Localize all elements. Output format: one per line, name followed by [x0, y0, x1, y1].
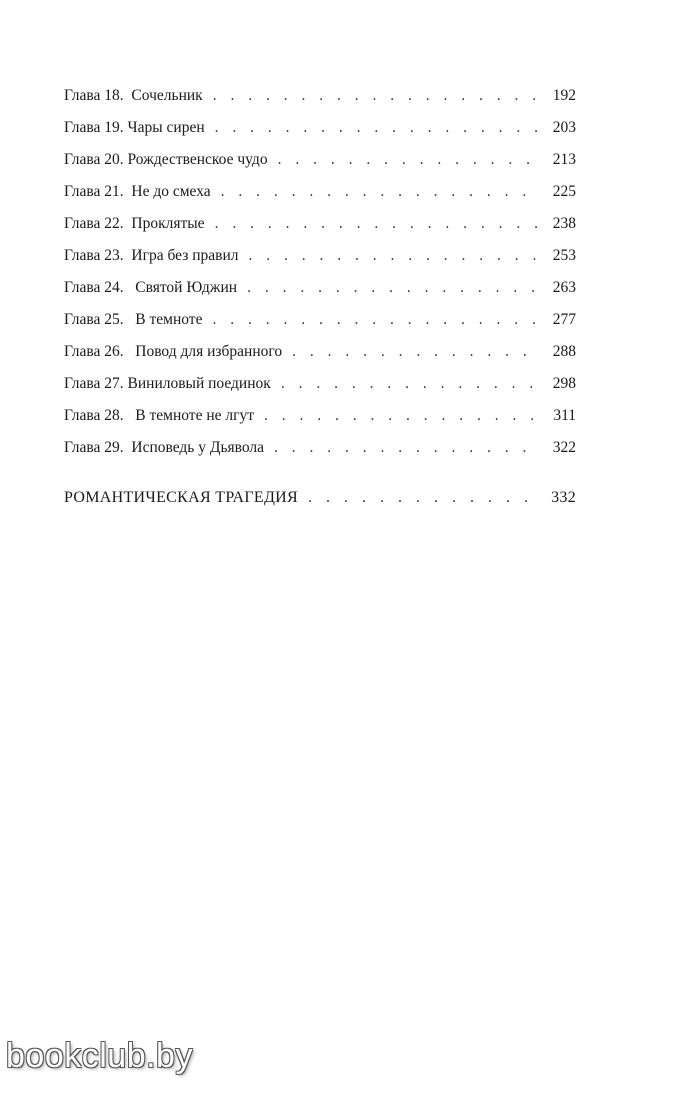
toc-entry-page: 238 [552, 215, 576, 232]
toc-entry-page: 288 [552, 343, 576, 360]
dot-leader [292, 336, 540, 368]
toc-entry-chapter-26 [64, 336, 576, 368]
toc-entry-page: 311 [553, 407, 576, 424]
dot-leader [281, 368, 540, 400]
toc-entry-chapter-25 [64, 304, 576, 336]
toc-entry-chapter-28 [64, 400, 576, 432]
toc-entry-title: Глава 29. Исповедь у Дьявола [64, 439, 265, 456]
toc-entry-chapter-20 [64, 144, 576, 176]
dot-leader [215, 112, 540, 144]
toc-entry-chapter-24 [64, 272, 576, 304]
dot-leader [221, 176, 540, 208]
watermark: bookclub.by [6, 1037, 193, 1075]
toc-entry-title: Глава 25. В темноте [64, 311, 203, 328]
toc-entry-page: 263 [552, 279, 576, 296]
toc-entry-chapter-18 [64, 80, 576, 112]
dot-leader [264, 400, 540, 432]
toc-entry-title: Глава 19. Чары сирен [64, 119, 205, 136]
dot-leader [212, 304, 540, 336]
dot-leader [308, 482, 540, 514]
toc-entry-page: 277 [552, 311, 576, 328]
toc-entry-chapter-27 [64, 368, 576, 400]
toc-entry-page: 192 [552, 87, 576, 104]
toc-entry-chapter-23 [64, 240, 576, 272]
dot-leader [278, 144, 540, 176]
toc-entry-chapter-21 [64, 176, 576, 208]
toc-section-title: РОМАНТИЧЕСКАЯ ТРАГЕДИЯ [64, 489, 298, 506]
dot-leader [247, 272, 540, 304]
toc-entry-page: 322 [552, 439, 576, 456]
toc-entry-title: Глава 27. Виниловый поединок [64, 375, 271, 392]
toc-entry-chapter-19 [64, 112, 576, 144]
dot-leader [248, 240, 540, 272]
toc-section-page: 332 [551, 489, 576, 506]
table-of-contents [64, 80, 576, 514]
toc-entry-title: Глава 21. Не до смеха [64, 183, 211, 200]
toc-entry-page: 213 [552, 151, 576, 168]
toc-entry-title: Глава 28. В темноте не лгут [64, 407, 254, 424]
toc-entry-page: 225 [552, 183, 576, 200]
toc-entry-title: Глава 26. Повод для избранного [64, 343, 283, 360]
toc-entry-title: Глава 20. Рождественское чудо [64, 151, 268, 168]
toc-entry-page: 253 [552, 247, 576, 264]
toc-entry-page: 203 [552, 119, 576, 136]
toc-entry-page: 298 [552, 375, 576, 392]
toc-entry-title: Глава 18. Сочельник [64, 87, 203, 104]
toc-entry-chapter-22 [64, 208, 576, 240]
dot-leader [274, 432, 540, 464]
toc-entry-chapter-29 [64, 432, 576, 464]
dot-leader [213, 80, 540, 112]
toc-entry-title: Глава 24. Святой Юджин [64, 279, 238, 296]
dot-leader [215, 208, 540, 240]
toc-entry-title: Глава 23. Игра без правил [64, 247, 239, 264]
toc-entry-title: Глава 22. Проклятые [64, 215, 205, 232]
toc-section-entry [64, 482, 576, 514]
